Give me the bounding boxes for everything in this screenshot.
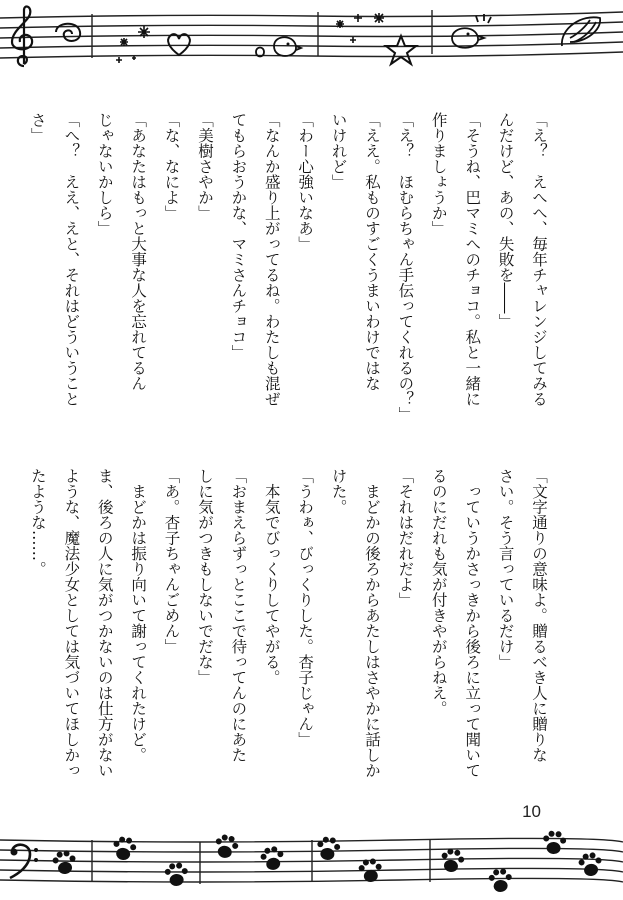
text-line: じゃないかしら」 [95, 112, 114, 236]
text-line: 「え？ ほむらちゃん手伝ってくれるの？」 [396, 112, 415, 422]
text-line: しに気がつきもしないでだな」 [195, 468, 214, 685]
text-line: さ」 [28, 112, 47, 143]
text-line: ような、魔法少女としては気づいてほしかっ [62, 468, 81, 778]
top-music-staff [0, 0, 623, 80]
text-line: 「ええ。私ものすごくうまいわけではな [362, 112, 381, 391]
star-icon [384, 34, 418, 66]
text-line: 「うわぁ、びっくりした。杏子じゃん」 [296, 468, 315, 747]
text-line: てもらおうかな、マミさんチョコ」 [229, 112, 248, 360]
sparkles-icon [328, 8, 388, 52]
text-line: さい。そう言っているだけ」 [496, 468, 515, 670]
text-line: 「そうね、巴マミへのチョコ。私と一緒に [463, 112, 482, 407]
text-line: るのにだれも気が付きやがらねえ。 [429, 468, 448, 716]
bottom-music-staff [0, 818, 623, 900]
paw-prints-icon [0, 818, 623, 900]
text-line: たような……。 [28, 468, 47, 577]
text-line: まどかは振り向いて謝ってくれたけど。 [129, 468, 148, 763]
text-line: 「おまえらずっとここで待ってんのにあた [229, 468, 248, 763]
text-line: 「あなたはもっと大事な人を忘れてるん [129, 112, 148, 391]
text-line: っていうかさっきから後ろに立って聞いて [463, 468, 482, 778]
heart-icon [164, 30, 194, 58]
text-line: まどかの後ろからあたしはさやかに話しか [362, 468, 381, 778]
text-line: 「わー心強いなあ」 [296, 112, 315, 252]
bird-icon [252, 26, 302, 62]
text-line: 作りましょうか」 [429, 112, 448, 236]
text-line: 「あ。杏子ちゃんごめん」 [162, 468, 181, 654]
text-line: んだけど、あの、失敗を――」 [496, 112, 515, 329]
text-line: いけれど」 [329, 112, 348, 190]
text-line: 「な、なによ」 [162, 112, 181, 221]
text-line: 「それはだれだよ」 [396, 468, 415, 608]
text-line: 本気でびっくりしてやがる。 [262, 468, 281, 685]
text-line: 「文字通りの意味よ。贈るべき人に贈りな [530, 468, 548, 763]
text-line: 「へ？ ええ、えと、それはどういうこと [62, 112, 81, 407]
text-line: 「なんか盛り上がってるね。わたしも混ぜ [262, 112, 281, 407]
text-line: 「え？ えへへ、毎年チャレンジしてみる [530, 112, 548, 407]
wing-icon [556, 12, 606, 52]
text-line: ま、後ろの人に気がつかないのは仕方がない [95, 468, 114, 778]
page-number: 10 [522, 802, 541, 821]
treble-clef-icon [8, 4, 38, 70]
text-line: けた。 [329, 468, 348, 515]
bird-icon [444, 12, 504, 56]
lower-text-block [28, 468, 555, 798]
sparkles-icon [110, 20, 170, 68]
text-line: 「美樹さやか」 [195, 112, 214, 221]
upper-text-block [28, 112, 555, 474]
swirl-icon [52, 18, 86, 48]
